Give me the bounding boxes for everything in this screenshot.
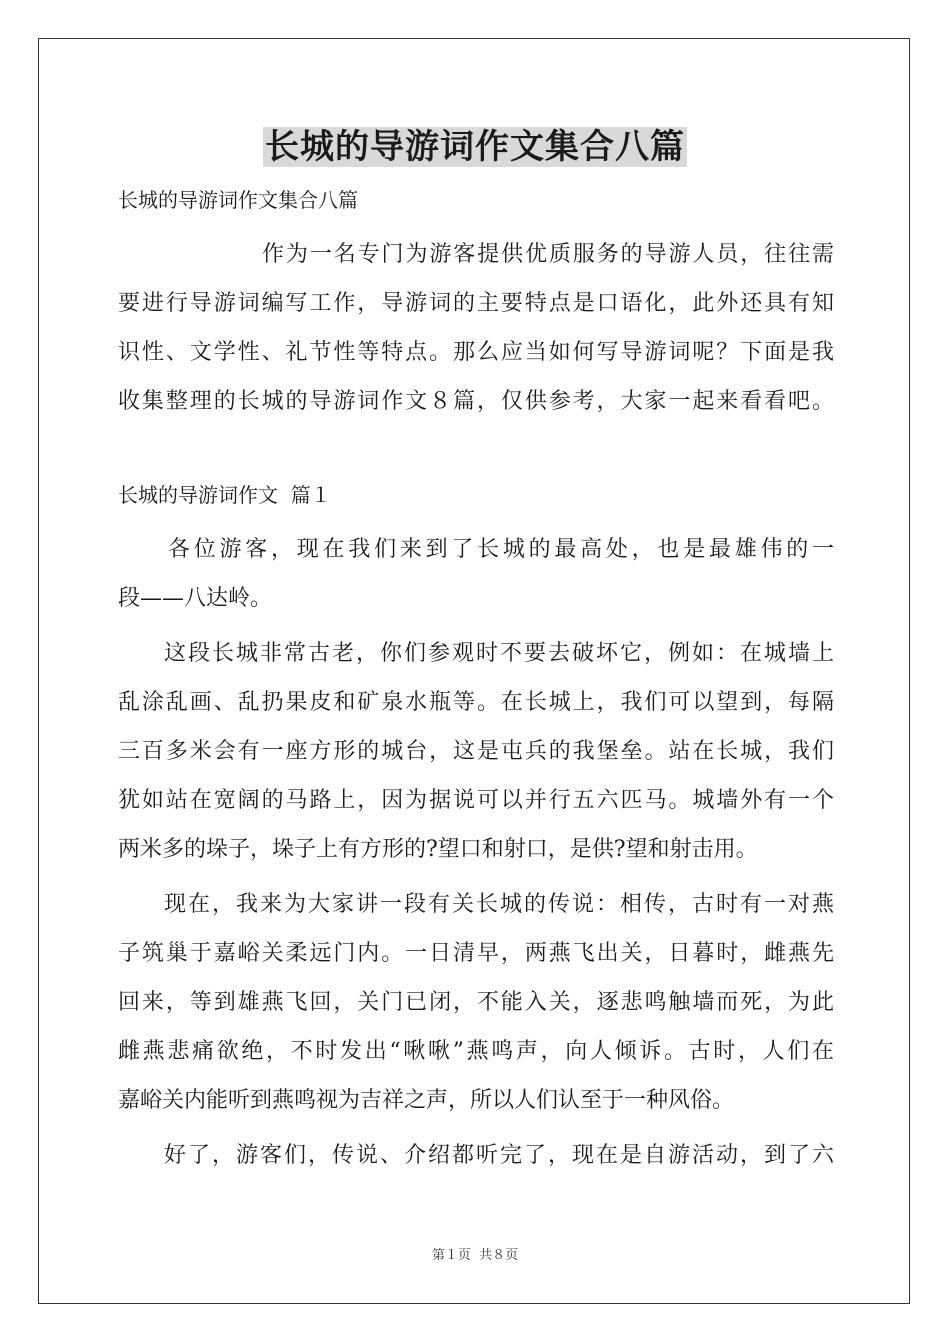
document-subtitle: 长城的导游词作文集合八篇 <box>118 188 358 212</box>
paragraph-line: 好了，游客们，传说、介绍都听完了，现在是自游活动，到了六 <box>164 1143 834 1168</box>
paragraph-line: 回来，等到雄燕飞回，关门已闭，不能入关，逐悲鸣触墙而死，为此 <box>118 990 834 1015</box>
document-title <box>0 122 950 172</box>
body-paragraph <box>118 1131 834 1180</box>
section-heading: 长城的导游词作文 篇１ <box>118 483 331 507</box>
intro-line: 要进行导游词编写工作，导游词的主要特点是口语化，此外还具有知 <box>118 291 834 316</box>
paragraph-line: 两米多的垛子，垛子上有方形的?望口和射口，是供?望和射击用。 <box>118 837 758 862</box>
body-paragraph <box>118 525 834 623</box>
body-paragraph <box>118 629 834 874</box>
intro-line: 收集整理的长城的导游词作文８篇，仅供参考，大家一起来看看吧。 <box>118 389 834 414</box>
paragraph-line: 段——八达岭。 <box>118 586 273 611</box>
body-paragraph <box>118 880 834 1125</box>
paragraph-line: 犹如站在宽阔的马路上，因为据说可以并行五六匹马。城墙外有一个 <box>118 788 834 813</box>
paragraph-line: 现在，我来为大家讲一段有关长城的传说：相传，古时有一对燕 <box>164 892 834 917</box>
paragraph-line: 乱涂乱画、乱扔果皮和矿泉水瓶等。在长城上，我们可以望到，每隔 <box>118 690 834 715</box>
paragraph-line: 嘉峪关内能听到燕鸣视为吉祥之声，所以人们认至于一种风俗。 <box>118 1088 735 1113</box>
document-body <box>118 178 834 1186</box>
intro-line: 识性、文学性、礼节性等特点。那么应当如何写导游词呢？下面是我 <box>118 340 834 365</box>
paragraph-line: 子筑巢于嘉峪关柔远门内。一日清早，两燕飞出关，日暮时，雌燕先 <box>118 941 834 966</box>
intro-paragraph <box>118 230 834 426</box>
document-title-text: 长城的导游词作文集合八篇 <box>265 127 685 167</box>
paragraph-line: 雌燕悲痛欲绝，不时发出“啾啾”燕鸣声，向人倾诉。古时，人们在 <box>118 1039 834 1064</box>
paragraph-line: 各位游客，现在我们来到了长城的最高处，也是最雄伟的一 <box>168 537 834 562</box>
paragraph-line: 三百多米会有一座方形的城台，这是屯兵的我堡垒。站在长城，我们 <box>118 739 834 764</box>
paragraph-line: 这段长城非常古老，你们参观时不要去破坏它，例如：在城墙上 <box>164 641 834 666</box>
intro-line: 作为一名专门为游客提供优质服务的导游人员，往往需 <box>262 242 834 267</box>
page-footer: 第１页 共８页 <box>431 1248 519 1263</box>
